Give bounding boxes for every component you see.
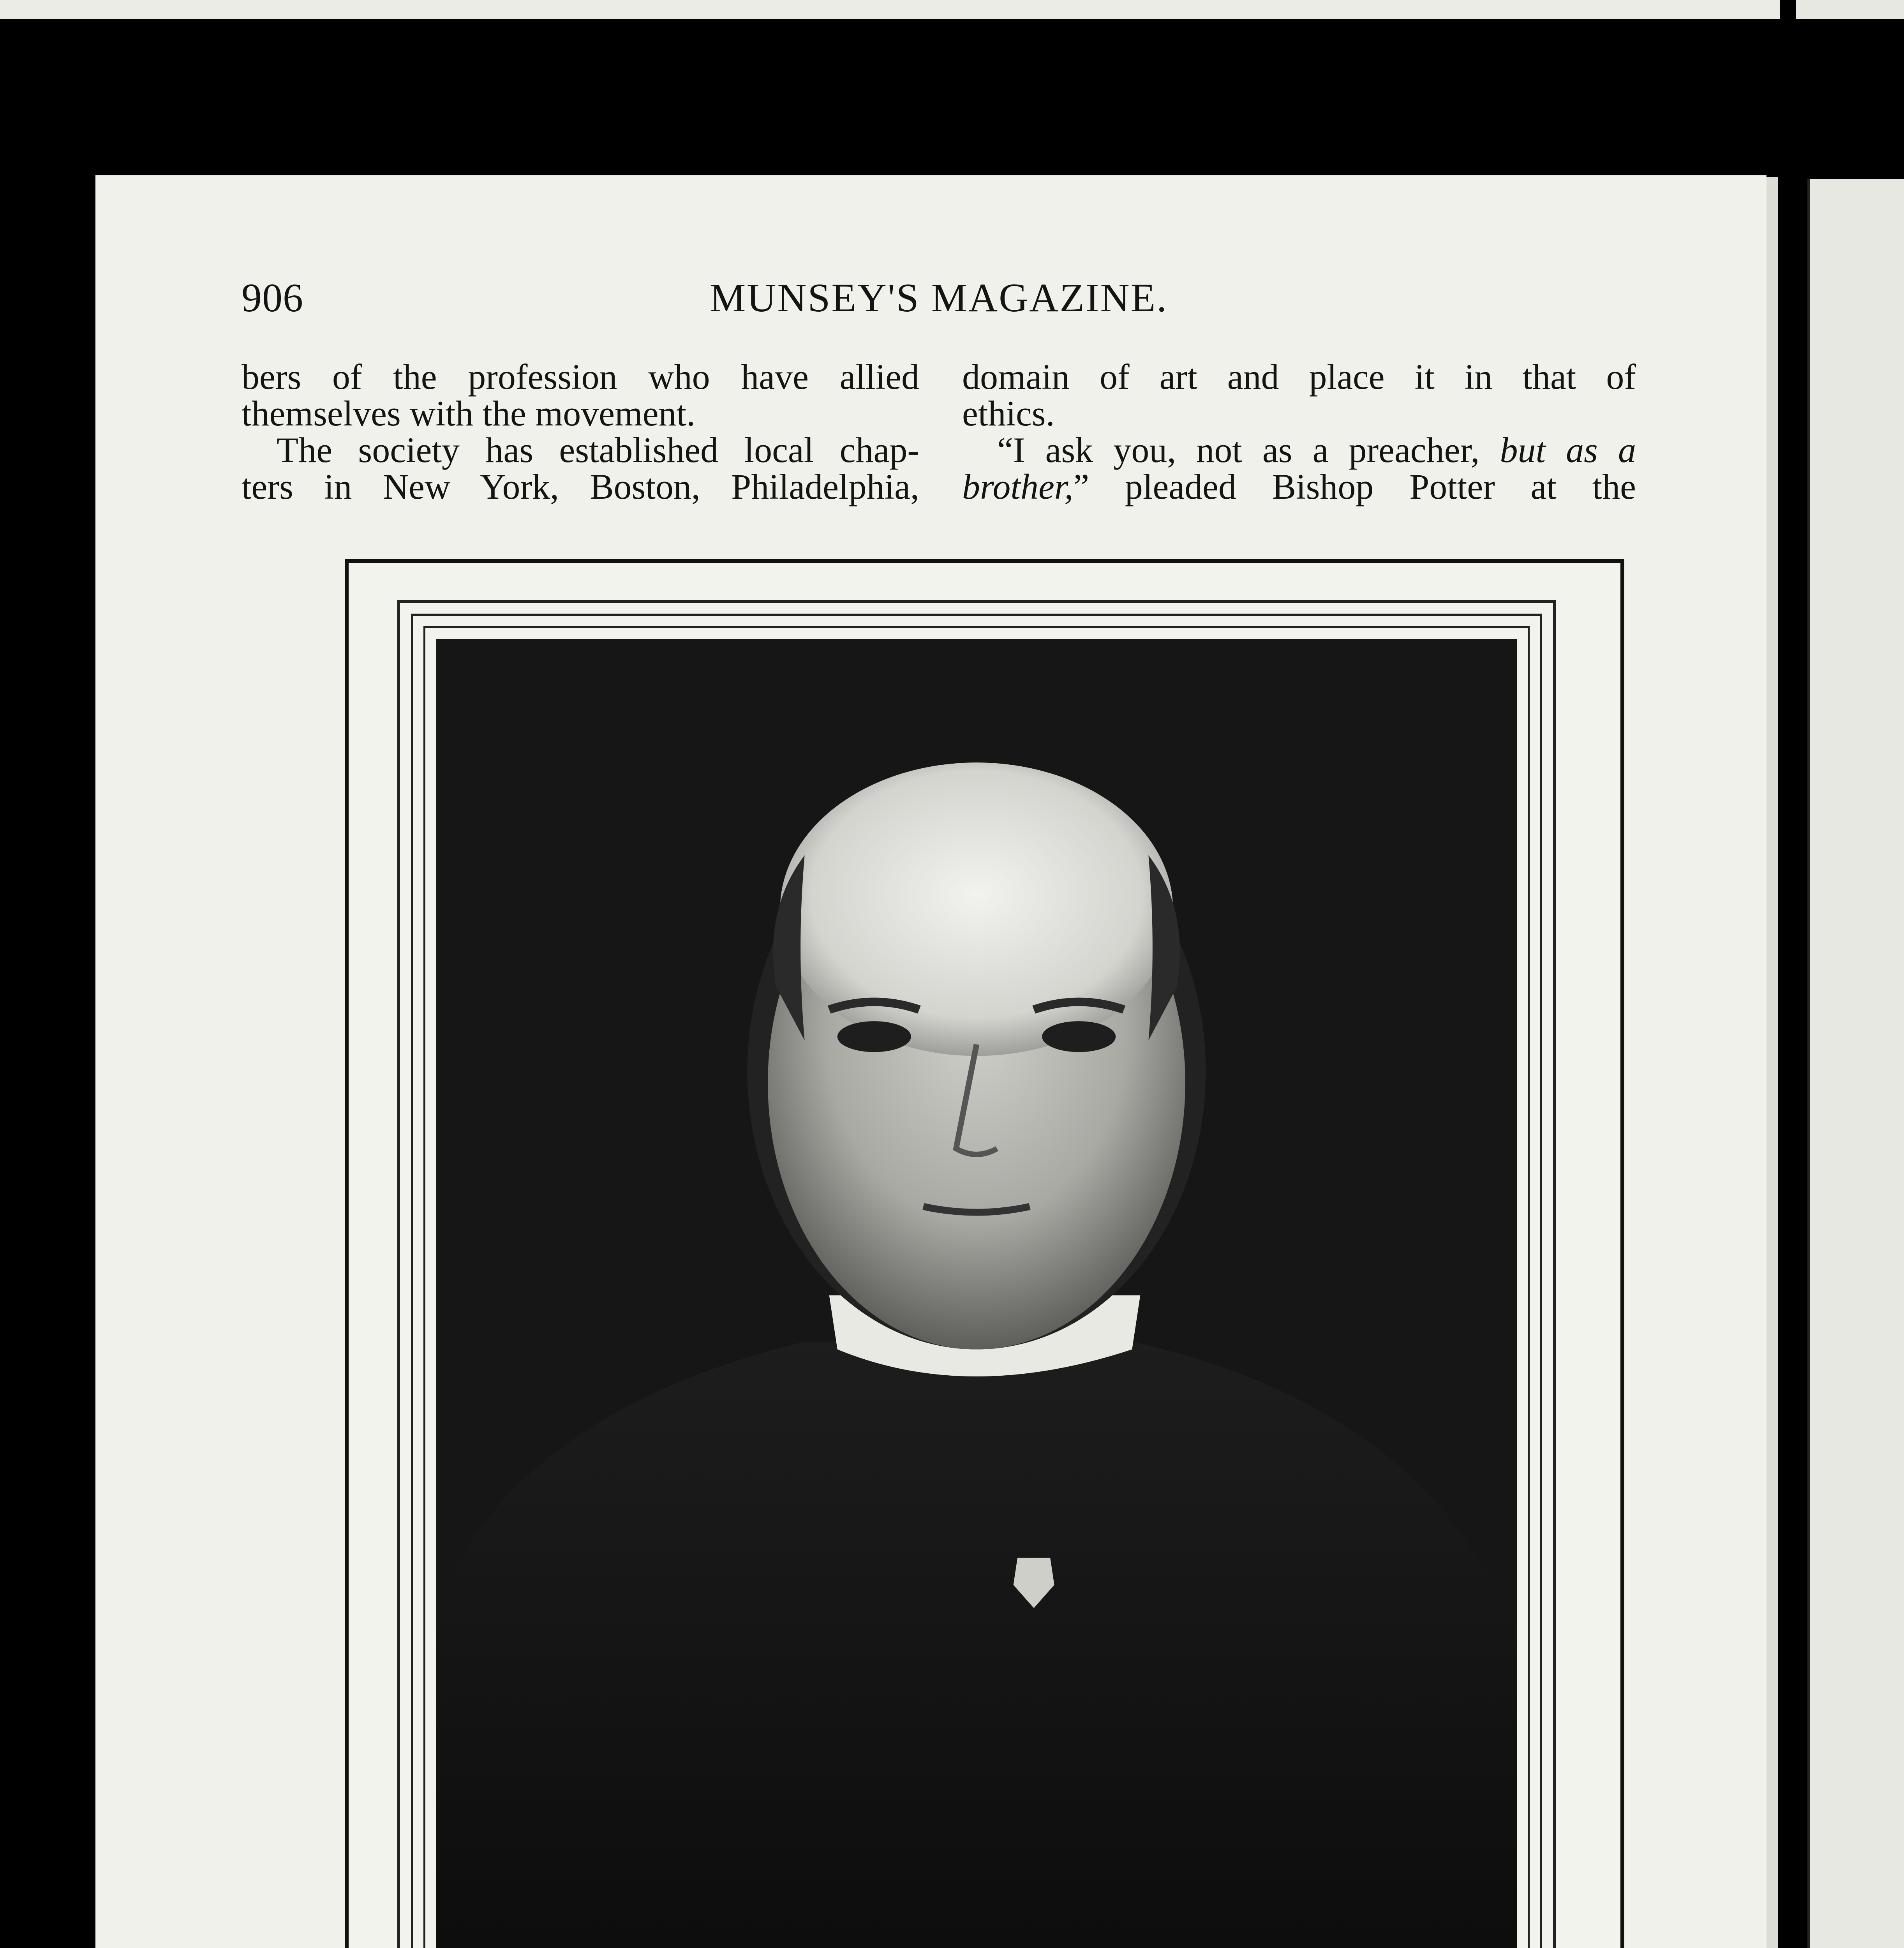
column-top-right: [962, 358, 1636, 505]
portrait-illustration: [436, 639, 1517, 1948]
page-header: [242, 275, 1636, 325]
next-page-edge: [1807, 179, 1904, 1948]
text-line: domain of art and place it in that of: [962, 357, 1636, 397]
page-number: 906: [242, 275, 303, 320]
column-top-left: [242, 358, 919, 505]
quote-text: ” pleaded Bishop Potter at the: [1073, 467, 1636, 506]
text-line: themselves with the movement.: [242, 393, 696, 433]
plate-frame-innermost: [423, 626, 1530, 1948]
text-line: The society has established local chap-: [277, 430, 919, 470]
next-page-top-edge: [1796, 0, 1904, 19]
text-line: [962, 468, 1636, 505]
text-line: ethics.: [962, 393, 1055, 433]
portrait-plate: [345, 559, 1624, 1948]
emphasis-text: brother,: [962, 467, 1074, 506]
magazine-page: [95, 175, 1766, 1948]
quote-text: “I ask you, not as a preacher,: [997, 430, 1500, 470]
emphasis-text: but as a: [1500, 430, 1636, 470]
text-line: ters in New York, Boston, Philadelphia,: [242, 467, 919, 506]
plate-frame: [397, 600, 1556, 1948]
text-line: [962, 432, 1636, 468]
text-line: bers of the profession who have allied: [242, 357, 919, 397]
running-title: MUNSEY'S MAGAZINE.: [709, 275, 1168, 320]
page-edge-shadow: [1766, 177, 1778, 1948]
previous-page-edge: [0, 0, 1780, 19]
plate-frame-inner: [411, 614, 1542, 1948]
portrait-photo: [436, 639, 1517, 1948]
